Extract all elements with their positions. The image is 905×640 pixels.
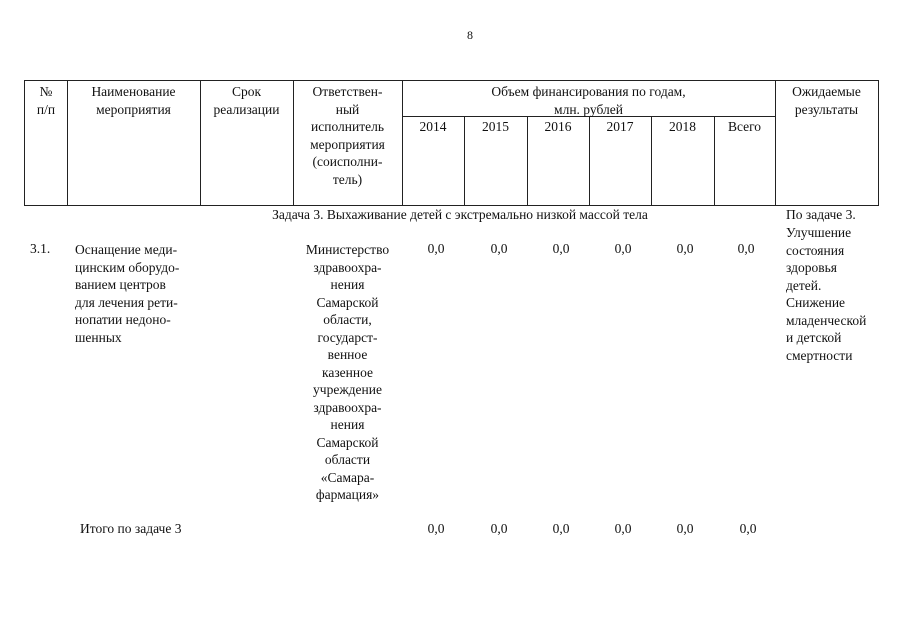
row-value-total: 0,0 — [737, 241, 755, 256]
total-value-2016: 0,0 — [552, 521, 570, 536]
header-num: № п/п — [36, 84, 56, 117]
row-executor: Министерство здравоохра- нения Самарской области, государст- венное казенное учреждение здравоохра- нения Самарской области «Самара- фармация» — [305, 242, 390, 502]
total-label: Итого по задаче 3 — [80, 521, 182, 536]
task-title: Задача 3. Выхаживание детей с экстремально низкой массой тела — [272, 207, 648, 222]
header-year: 2015 — [482, 119, 509, 134]
total-value-2017: 0,0 — [614, 521, 632, 536]
header-year-total: Всего — [727, 119, 762, 134]
total-value-total: 0,0 — [739, 521, 757, 536]
row-value-2016: 0,0 — [552, 241, 570, 256]
header-year: 2018 — [669, 119, 696, 134]
header-funding-title: Объем финансирования по годам, млн. рублей — [491, 84, 686, 117]
row-value-2014: 0,0 — [427, 241, 445, 256]
header-results: Ожидаемые результаты — [792, 84, 861, 117]
header-name: Наименование мероприятия — [91, 84, 176, 117]
row-number: 3.1. — [30, 241, 51, 256]
row-value-2018: 0,0 — [676, 241, 694, 256]
total-value-2015: 0,0 — [490, 521, 508, 536]
col-border — [878, 80, 879, 206]
header-executor: Ответствен- ный исполнитель мероприятия (соисполни- тель) — [310, 84, 385, 187]
row-name: Оснащение меди- цинским оборудо- ванием центров для лечения рети- нопатии недоно- шенных — [75, 242, 180, 345]
page-number: 8 — [467, 28, 473, 42]
row-value-2017: 0,0 — [614, 241, 632, 256]
header-top-border — [24, 80, 878, 81]
header-year: 2017 — [606, 119, 634, 134]
total-value-2018: 0,0 — [676, 521, 694, 536]
header-year: 2014 — [419, 119, 447, 134]
header-bottom-border — [24, 205, 878, 206]
header-term: Срок реализации — [213, 84, 280, 117]
row-results: Улучшение состояния здоровья детей. Снижение младенческой и детской смертности — [786, 225, 867, 363]
header-year: 2016 — [544, 119, 572, 134]
row-value-2015: 0,0 — [490, 241, 508, 256]
total-value-2014: 0,0 — [427, 521, 445, 536]
task-result-ref: По задаче 3. — [786, 207, 856, 222]
